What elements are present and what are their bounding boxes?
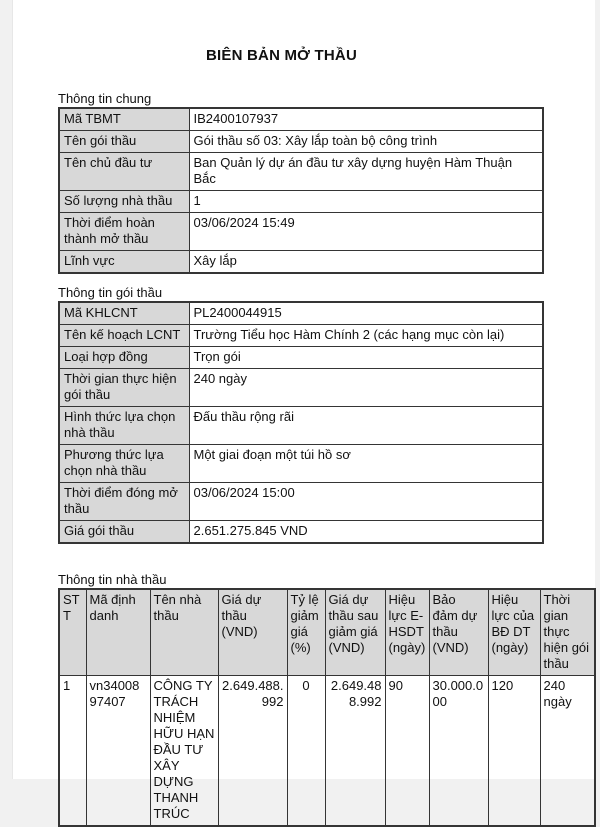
contractor-cell: 120 [488,676,540,827]
info-row [59,521,543,544]
row-label: Hình thức lựa chọn nhà thầu [59,407,189,445]
row-label: Giá gói thầu [59,521,189,544]
info-row [59,325,543,347]
column-header: Thời gian thực hiện gói thầu [540,589,595,676]
contractor-cell: CÔNG TY TRÁCH NHIỆM HỮU HẠN ĐẦU TƯ XÂY DỰNG THANH TRÚC [150,676,218,827]
column-header: Bảo đảm dự thầu (VND) [429,589,488,676]
contractor-cell: 90 [385,676,429,827]
row-label: Tên kế hoạch LCNT [59,325,189,347]
document-page [12,0,595,821]
row-label: Số lượng nhà thầu [59,191,189,213]
row-label: Tên gói thầu [59,131,189,153]
row-label: Loại hợp đồng [59,347,189,369]
row-value: 240 ngày [189,369,543,407]
info-row [59,302,543,325]
info-row [59,153,543,191]
contractor-cell: 240 ngày [540,676,595,827]
contractor-cell: 1 [59,676,86,827]
info-row [59,445,543,483]
info-row [59,191,543,213]
info-row [59,483,543,521]
info-row [59,407,543,445]
contractors-table [58,588,596,827]
row-value: 2.651.275.845 VND [189,521,543,544]
info-row [59,108,543,131]
row-value: Đấu thầu rộng rãi [189,407,543,445]
row-label: Thời điểm đóng mở thầu [59,483,189,521]
info-row [59,251,543,274]
section-heading-contractors: Thông tin nhà thầu [58,572,167,587]
row-label: Thời gian thực hiện gói thầu [59,369,189,407]
row-label: Mã TBMT [59,108,189,131]
info-row [59,213,543,251]
document-content [13,91,595,827]
row-label: Thời điểm hoàn thành mở thầu [59,213,189,251]
package-info-table [58,301,544,544]
row-value: Trọn gói [189,347,543,369]
row-label: Tên chủ đầu tư [59,153,189,191]
row-value: Gói thầu số 03: Xây lắp toàn bộ công trình [189,131,543,153]
info-row [59,369,543,407]
column-header: STT [59,589,86,676]
section-heading-package: Thông tin gói thầu [58,285,163,300]
contractor-cell: 30.000.000 [429,676,488,827]
info-row [59,131,543,153]
column-header: Mã định danh [86,589,150,676]
row-value: 1 [189,191,543,213]
info-row [59,347,543,369]
row-label: Mã KHLCNT [59,302,189,325]
row-value: Ban Quản lý dự án đầu tư xây dựng huyện Hàm Thuận Bắc [189,153,543,191]
row-value: Xây lắp [189,251,543,274]
row-label: Lĩnh vực [59,251,189,274]
contractor-cell: 0 [287,676,325,827]
row-value: IB2400107937 [189,108,543,131]
column-header: Hiệu lực của BĐ DT (ngày) [488,589,540,676]
row-value: PL2400044915 [189,302,543,325]
section-heading-general: Thông tin chung [58,91,152,106]
row-label: Phương thức lựa chọn nhà thầu [59,445,189,483]
row-value: Một giai đoạn một túi hồ sơ [189,445,543,483]
column-header: Tỷ lệ giảm giá (%) [287,589,325,676]
column-header: Giá dự thầu sau giảm giá (VND) [325,589,385,676]
row-value: 03/06/2024 15:00 [189,483,543,521]
page-title: BIÊN BẢN MỞ THẦU [206,47,357,64]
contractors-header-row [59,589,595,676]
row-value: Trường Tiểu học Hàm Chính 2 (các hạng mục còn lại) [189,325,543,347]
row-value: 03/06/2024 15:49 [189,213,543,251]
column-header: Tên nhà thầu [150,589,218,676]
contractor-cell: 2.649.488.992 [218,676,287,827]
column-header: Hiệu lực E-HSDT (ngày) [385,589,429,676]
contractor-cell: vn3400897407 [86,676,150,827]
general-info-table [58,107,544,274]
column-header: Giá dự thầu (VND) [218,589,287,676]
contractor-cell: 2.649.488.992 [325,676,385,827]
contractor-row [59,676,595,827]
